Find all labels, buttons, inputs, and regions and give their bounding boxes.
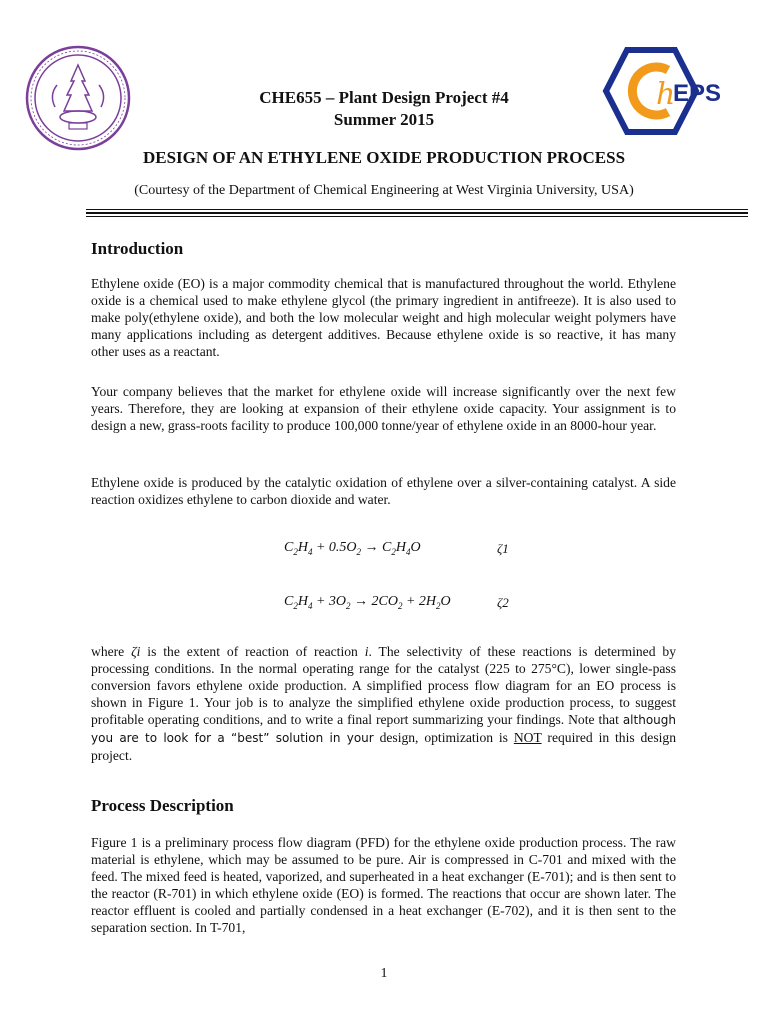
cheps-logo-text: EPS: [673, 80, 722, 107]
course-title: CHE655 – Plant Design Project #4: [259, 88, 509, 107]
design-title: DESIGN OF AN ETHYLENE OXIDE PRODUCTION PROCESS: [142, 148, 626, 167]
reaction-equation-1: $C_2H_4 + 0.5O_2 \to C_2H_4O$: [284, 540, 421, 557]
not-underlined: NOT: [513, 730, 542, 745]
divider: [86, 212, 748, 214]
where-paragraph: where ζi is the extent of reaction of reaction i. The selectivity of these reactions is determined by processing conditions. In the normal operating range for the catalyst (225 to 275°C), lower single-pass conversion favors ethylene oxide production. A simplified process flow diagram for an EO process is shown in Figure 1. Your job is to analyze the simplified ethylene oxide production process, to suggest profitable operating conditions, and to write a final report summarizing your findings. Note that although you are to look for a “best” solution in your design, optimization is NOT required in this design project.: [91, 644, 677, 763]
intro-paragraph-3: Ethylene oxide is produced by the catalytic oxidation of ethylene over a silver-containing catalyst. A side reaction oxidizes ethylene to carbon dioxide and water.: [91, 475, 676, 507]
cheps-logo-h: h: [656, 77, 676, 112]
process-paragraph-1: Figure 1 is a preliminary process flow diagram (PFD) for the ethylene oxide production process. The raw material is ethylene, which may be assumed to be pure. Air is compressed in C-701 and mixed with the feed. The mixed feed is heated, vaporized, and superheated in a heat exchanger (E-701); and is then sent to the reactor (R-701) in which ethylene oxide (EO) is formed. The reactions that occur are shown later. The reactor effluent is cooled and partially condensed in a heat exchanger (E-702), and it is then sent to the separation section. In T-701,: [91, 835, 676, 935]
term: Summer 2015: [333, 110, 435, 129]
intro-paragraph-1: Ethylene oxide (EO) is a major commodity chemical that is manufactured throughout the world. Ethylene oxide is a chemical used to make ethylene glycol (the primary ingredient in antifreeze). It is also used to make poly(ethylene oxide), and both the low molecular weight and high molecular weight polymers have many applications including as detergent additives. Because ethylene oxide is so reactive, it has many other uses as a reactant.: [91, 276, 676, 359]
zeta-i: ζi: [131, 644, 141, 659]
sans-fragment: although you are to look for a “best” solution in your: [91, 713, 676, 745]
intro-paragraph-2: Your company believes that the market for ethylene oxide will increase significantly over the next few years. Therefore, they are looking at expansion of their ethylene oxide capacity. Your assignment is to design a new, grass-roots facility to produce 100,000 tonne/year of ethylene oxide in an 8000-hour year.: [91, 384, 676, 433]
introduction-heading: Introduction: [91, 239, 184, 258]
divider: [86, 216, 748, 217]
page-number: 1: [380, 966, 388, 981]
courtesy-line: (Courtesy of the Department of Chemical Engineering at West Virginia University, USA): [134, 183, 634, 198]
process-description-heading: Process Description: [91, 796, 234, 815]
divider: [86, 209, 748, 210]
extent-zeta-2: ζ2: [497, 595, 509, 610]
extent-zeta-1: ζ1: [497, 541, 509, 556]
reaction-equation-2: $C_2H_4 + 3O_2 \to 2CO_2 + 2H_2O$: [284, 594, 451, 611]
